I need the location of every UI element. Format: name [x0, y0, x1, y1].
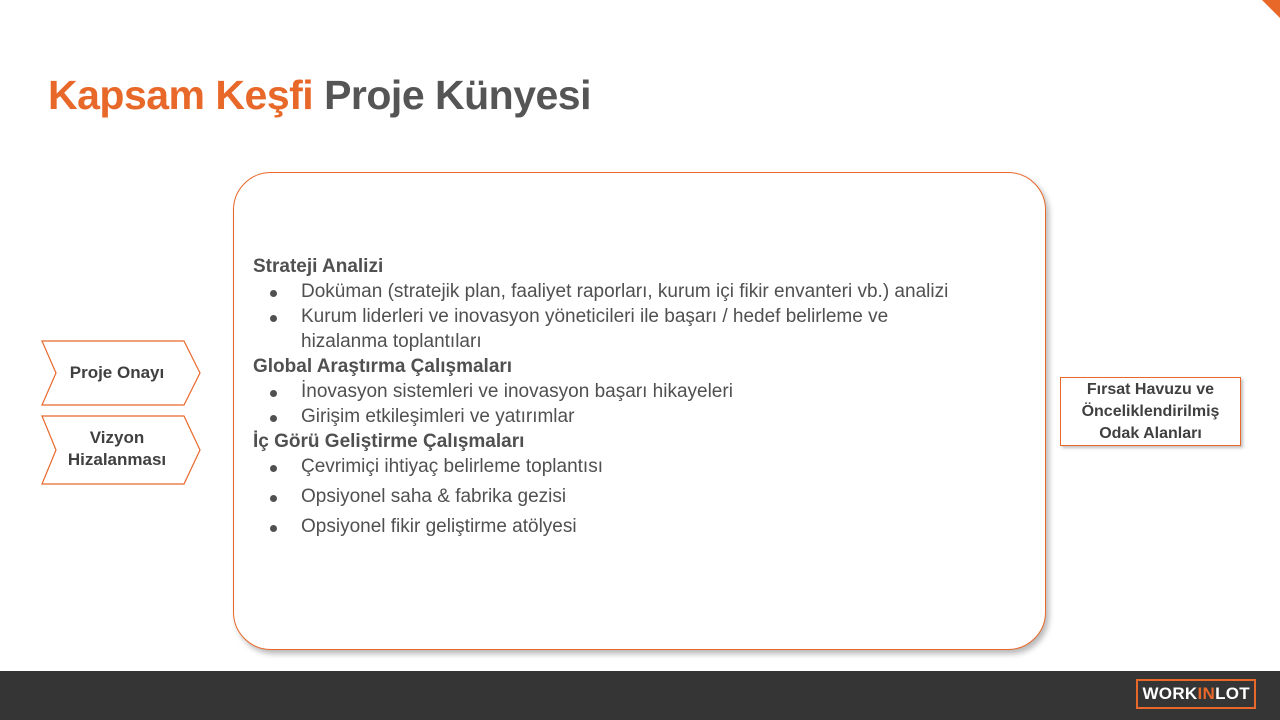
workinlot-logo: [1136, 679, 1256, 709]
logo-text-in: IN: [1197, 684, 1216, 703]
list-item-text: Kurum liderleri ve inovasyon yöneticileri ile başarı / hedef belirleme ve hizalanma toplantıları: [301, 306, 889, 352]
list-item-text: İnovasyon sistemleri ve inovasyon başarı hikayeleri: [301, 381, 733, 402]
output-box-text: [1082, 379, 1220, 445]
list-item: [253, 304, 973, 354]
list-item-text: Çevrimiçi ihtiyaç belirleme toplantısı: [301, 456, 603, 477]
step-proje-onayi: [38, 338, 204, 408]
logo-text-lot: LOT: [1215, 684, 1250, 703]
section-heading: Strateji Analizi: [253, 256, 384, 277]
bullet-icon: [270, 465, 277, 472]
footer-bar: [0, 671, 1280, 720]
title-rest: Proje Künyesi: [324, 72, 592, 118]
step-label: Vizyon Hizalanması: [67, 428, 167, 469]
list-item: [253, 454, 973, 479]
list-item-text: Girişim etkileşimleri ve yatırımlar: [301, 406, 575, 427]
list-item: [253, 514, 973, 539]
list-item-text: Doküman (stratejik plan, faaliyet raporları, kurum içi fikir envanteri vb.) analizi: [301, 281, 949, 302]
bullet-icon: [270, 390, 277, 397]
section-list: [253, 454, 973, 539]
section-list: [253, 379, 973, 429]
list-item: [253, 404, 973, 429]
bullet-icon: [270, 315, 277, 322]
title-highlight: Kapsam Keşfi: [48, 72, 314, 118]
list-item-text: Opsiyonel fikir geliştirme atölyesi: [301, 516, 577, 537]
list-item: [253, 379, 973, 404]
step-vizyon-hizalanmasi: [38, 414, 204, 484]
logo-text-work: WORK: [1142, 684, 1198, 703]
list-item: [253, 279, 973, 304]
output-line: Odak Alanları: [1099, 424, 1202, 442]
bullet-icon: [270, 495, 277, 502]
page-title: [48, 72, 591, 119]
corner-accent: [1262, 0, 1280, 18]
bullet-icon: [270, 290, 277, 297]
list-item: [253, 484, 973, 509]
bullet-icon: [270, 525, 277, 532]
output-line: Önceliklendirilmiş: [1081, 402, 1220, 420]
section-heading: İç Görü Geliştirme Çalışmaları: [253, 431, 525, 452]
section-list: [253, 279, 973, 354]
step-label: Proje Onayı: [69, 363, 165, 382]
section-heading: Global Araştırma Çalışmaları: [253, 356, 513, 377]
bullet-icon: [270, 415, 277, 422]
output-line: Fırsat Havuzu ve: [1086, 380, 1215, 398]
output-box: [1060, 377, 1241, 446]
card-content: [253, 254, 973, 539]
list-item-text: Opsiyonel saha & fabrika gezisi: [301, 486, 567, 507]
